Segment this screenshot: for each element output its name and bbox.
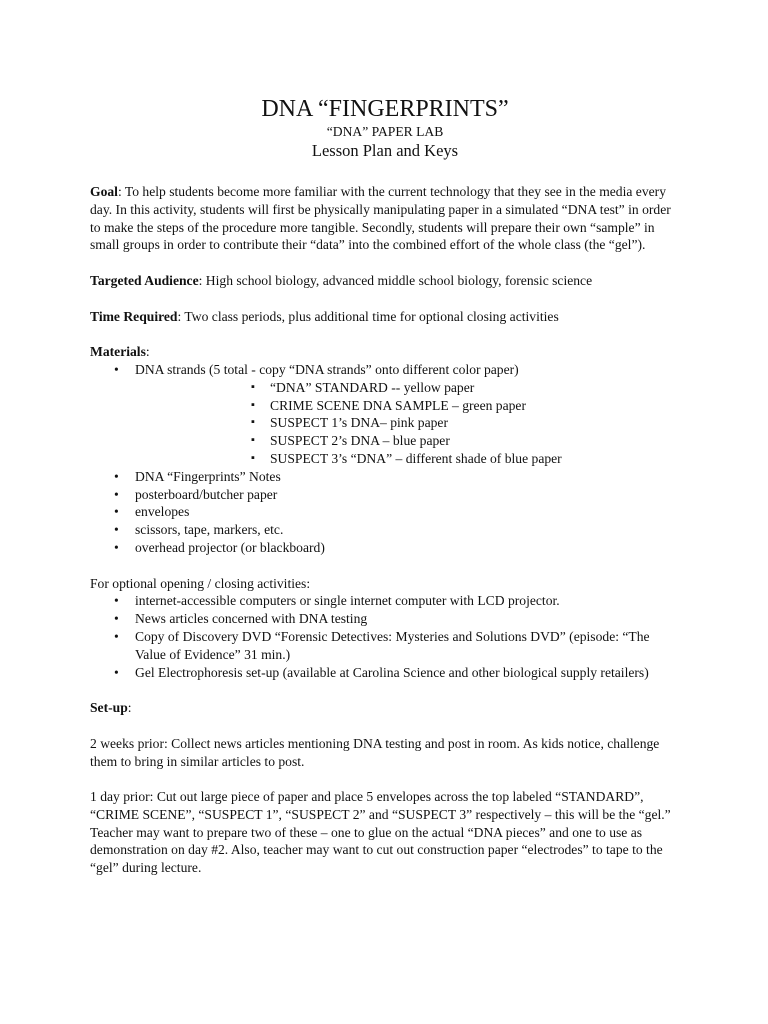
time-paragraph: [90, 308, 680, 326]
list-item: • internet-accessible computers or single internet computer with LCD projector.: [90, 592, 680, 610]
list-item: ▪ SUSPECT 2’s DNA – blue paper: [225, 432, 680, 450]
list-item: [90, 361, 680, 468]
list-item: • Copy of Discovery DVD “Forensic Detectives: Mysteries and Solutions DVD” (episode: “The Value of Evidence” 31 min.): [90, 628, 680, 664]
list-item: • Gel Electrophoresis set-up (available at Carolina Science and other biological supply retailers): [90, 664, 680, 682]
list-item: • scissors, tape, markers, etc.: [90, 521, 680, 539]
list-item: • envelopes: [90, 503, 680, 521]
audience-label: Targeted Audience: [90, 272, 199, 288]
audience-paragraph: [90, 272, 680, 290]
setup-weeks-paragraph: 2 weeks prior: Collect news articles mentioning DNA testing and post in room. As kids notice, challenge them to bring in similar articles to post.: [90, 735, 660, 769]
list-item: ▪ CRIME SCENE DNA SAMPLE – green paper: [225, 397, 680, 415]
optional-heading: For optional opening / closing activities:: [90, 575, 311, 591]
list-item: • News articles concerned with DNA testing: [90, 610, 680, 628]
document-title: DNA “FINGERPRINTS”: [261, 96, 509, 122]
list-item: ▪ SUSPECT 3’s “DNA” – different shade of blue paper: [225, 450, 680, 468]
materials-list: [90, 361, 680, 557]
materials-label: Materials: [90, 344, 146, 360]
materials-heading: [90, 343, 680, 361]
document-body: [90, 94, 680, 877]
time-text: : Two class periods, plus additional time for optional closing activities: [177, 308, 559, 324]
audience-text: : High school biology, advanced middle school biology, forensic science: [198, 272, 593, 288]
optional-list: [90, 592, 680, 681]
setup-label: Set-up: [90, 700, 128, 716]
goal-label: Goal: [90, 184, 118, 199]
setup-heading: [90, 699, 680, 717]
list-item: • overhead projector (or blackboard): [90, 539, 680, 557]
setup-day-paragraph: 1 day prior: Cut out large piece of paper and place 5 envelopes across the top labeled “STANDARD”, “CRIME SCENE”, “SUSPECT 1”, “SUSPECT 2” and “SUSPECT 3” respectively – this will be the “gel.” Teacher may want to prepare two of these – one to glue on the actual “DNA pieces” and one to use as demonstration on day #2. Also, teacher may want to cut out construction paper “electrodes” to tape to the “gel” during lecture.: [90, 789, 671, 876]
goal-paragraph: [90, 183, 680, 254]
list-item: ▪ “DNA” STANDARD -- yellow paper: [225, 379, 680, 397]
goal-text: : To help students become more familiar with the current technology that they see in the media every day. In this activity, students will first be physically manipulating paper in a simulated “DNA test” in order to make the steps of the procedure more tangible. Secondly, students will prepare their own “sample” in small groups in order to contribute their “data” into the combined effort of the whole class (the “gel”).: [90, 184, 671, 253]
setup-colon: :: [127, 700, 132, 716]
list-item: • posterboard/butcher paper: [90, 486, 680, 504]
document-subtitle: “DNA” PAPER LAB: [326, 124, 444, 139]
materials-strands-text: DNA strands (5 total - copy “DNA strands” onto different color paper): [135, 361, 519, 377]
time-label: Time Required: [90, 308, 178, 324]
list-item: ▪ SUSPECT 1’s DNA– pink paper: [225, 414, 680, 432]
materials-colon: :: [145, 344, 150, 360]
document-subtitle-lesson-plan: Lesson Plan and Keys: [311, 141, 459, 160]
list-item: • DNA “Fingerprints” Notes: [90, 468, 680, 486]
strands-sublist: [225, 379, 680, 468]
